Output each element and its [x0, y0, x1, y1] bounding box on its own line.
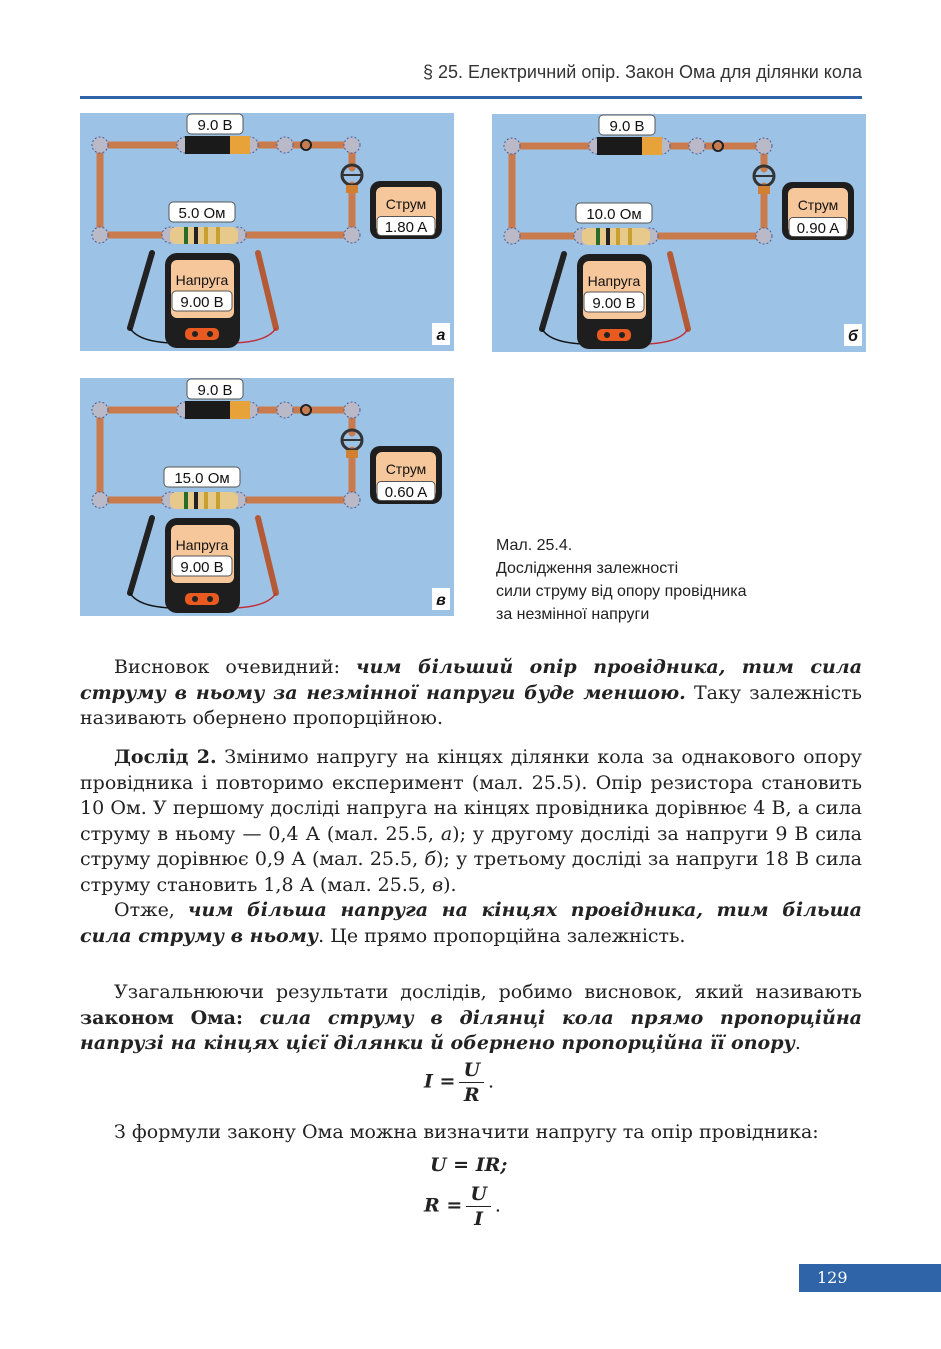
resistance-label: 10.0 Ом [586, 206, 642, 223]
formula-voltage: U = IR; [430, 1154, 508, 1176]
voltage-reading: 9.00 В [592, 295, 636, 312]
battery-voltage-label: 9.0 В [609, 118, 645, 135]
simulation-a [80, 113, 454, 351]
caption-line-1: Дослідження залежності [496, 560, 679, 577]
figure-caption [496, 534, 746, 626]
law-name: законом Ома: [80, 1006, 243, 1029]
running-header [80, 56, 862, 99]
panel-letter: в [436, 592, 446, 609]
ammeter-label: Струм [797, 197, 839, 213]
battery-voltage-label: 9.0 В [197, 117, 233, 134]
paragraph-formulas: З формули закону Ома можна визначити напругу та опір провідника: [114, 1121, 819, 1143]
caption-line-2: сили струму від опору провідника [496, 583, 747, 600]
paragraph-conclusion: Висновок очевидний: чим більший опір провідника, тим сила струму в ньому за незмінної напруги буде меншою. Таку залежність називають обернено пропорційною. [80, 656, 863, 729]
experiment-title: Дослід 2. [114, 746, 217, 768]
caption-number: Мал. 25.4. [496, 537, 573, 554]
law-statement: сила струму в ділянці кола прямо пропорційна напрузі на кінцях цієї ділянки й обернено пропорційна її опору [80, 1006, 862, 1054]
panel-letter: а [436, 327, 446, 344]
simulation-b [492, 114, 861, 352]
emphasis: чим більша напруга на кінцях провідника, тим більша сила струму в ньому [80, 899, 862, 947]
voltage-reading: 9.00 В [180, 294, 224, 311]
current-reading: 0.90 A [796, 220, 840, 237]
current-reading: 0.60 A [384, 484, 428, 501]
formula-resistance: R = $\frac{U}{I}$ . [424, 1183, 501, 1230]
caption-line-3: за незмінної напруги [496, 606, 650, 623]
voltmeter-label: Напруга [175, 537, 229, 553]
simulation-v [80, 378, 454, 616]
current-reading: 1.80 A [384, 219, 428, 236]
page-number: 129 [799, 1264, 941, 1292]
voltage-reading: 9.00 В [180, 559, 224, 576]
paragraph-experiment-2: Дослід 2. Змінимо напругу на кінцях ділянки кола за однакового опору провідника і повторимо експеримент (мал. 25.5). Опір резистора становить 10 Ом. У першому досліді напруга на кінцях провідника дорівнює 4 В, а сила струму в ньому — 0,4 А (мал. 25.5, а); у другому досліді за напруги 9 В сила струму дорівнює 0,9 А (мал. 25.5, б); у третьому досліді за напруги 18 В сила струму становить 1,8 А (мал. 25.5, в). Отже, чим більша напруга на кінцях провідника, тим більша сила струму в ньому. Це прямо пропорційна залежність. [80, 746, 863, 947]
header-title: § 25. Електричний опір. Закон Ома для ділянки кола [422, 62, 862, 82]
voltmeter-label: Напруга [175, 272, 229, 288]
ammeter-label: Струм [385, 196, 427, 212]
resistance-label: 15.0 Ом [174, 470, 230, 487]
paragraph-ohms-law: Узагальнюючи результати дослідів, робимо висновок, який називають законом Ома: сила струму в ділянці кола прямо пропорційна напрузі на кінцях цієї ділянки й обернено пропорційна її опору. [80, 981, 862, 1054]
battery-voltage-label: 9.0 В [197, 382, 233, 399]
voltmeter-label: Напруга [587, 273, 641, 289]
resistance-label: 5.0 Ом [178, 205, 226, 222]
ammeter-label: Струм [385, 461, 427, 477]
emphasis: чим більший опір провідника, тим сила струму в ньому за незмінної напруги буде меншою. [80, 656, 863, 704]
formula-ohms-law: I = $\frac{U}{R}$ . [424, 1059, 495, 1106]
panel-letter: б [848, 328, 858, 345]
